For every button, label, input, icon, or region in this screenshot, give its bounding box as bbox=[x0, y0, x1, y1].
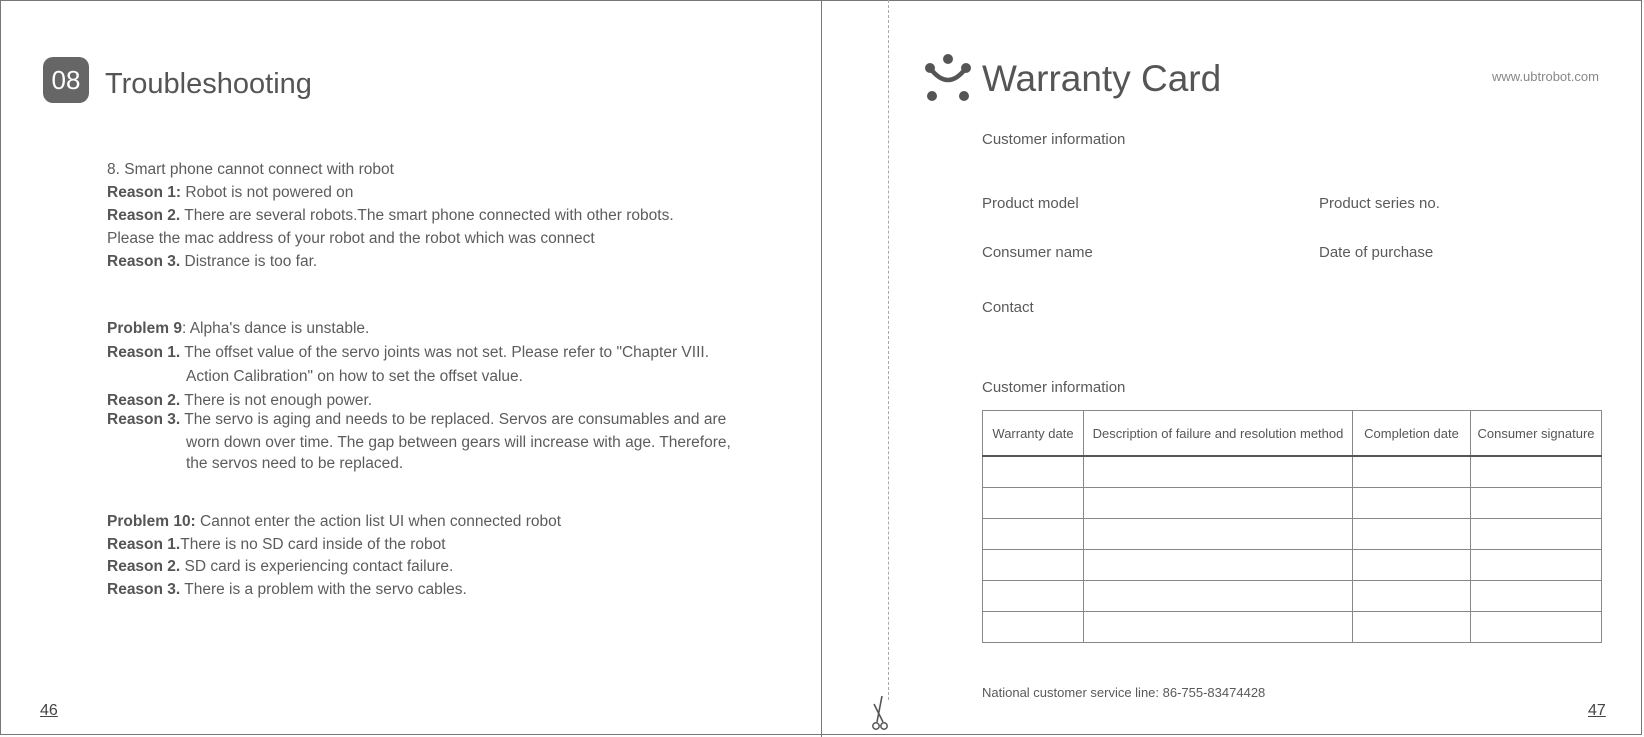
text-line: Reason 3. Distrance is too far. bbox=[107, 253, 318, 270]
table-cell bbox=[983, 550, 1084, 581]
text-line: Problem 10: Cannot enter the action list UI when connected robot bbox=[107, 513, 562, 530]
table-cell bbox=[1084, 488, 1353, 519]
table-cell bbox=[983, 519, 1084, 550]
table-cell bbox=[1353, 550, 1471, 581]
text-line: Reason 2. SD card is experiencing contact failure. bbox=[107, 558, 454, 575]
text-line: Reason 2. There are several robots.The smart phone connected with other robots. bbox=[107, 207, 674, 224]
page-number-right: 47 bbox=[1588, 702, 1606, 719]
table-cell bbox=[1084, 550, 1353, 581]
table-cell bbox=[983, 456, 1084, 488]
customer-info-heading: Customer information bbox=[982, 131, 1126, 148]
table-cell bbox=[983, 612, 1084, 643]
book-spine bbox=[821, 0, 822, 737]
table-cell bbox=[1353, 456, 1471, 488]
website-url: www.ubtrobot.com bbox=[1492, 69, 1599, 84]
text-line: Action Calibration" on how to set the offset value. bbox=[186, 368, 523, 385]
table-row bbox=[983, 581, 1602, 612]
table-cell bbox=[1353, 519, 1471, 550]
table-row bbox=[983, 550, 1602, 581]
table-cell bbox=[1471, 456, 1602, 488]
text-line: Reason 3. There is a problem with the servo cables. bbox=[107, 581, 467, 598]
chapter-title: Troubleshooting bbox=[105, 68, 312, 100]
table-row bbox=[983, 612, 1602, 643]
text-line: Reason 2. There is not enough power. bbox=[107, 392, 373, 409]
table-cell bbox=[1471, 581, 1602, 612]
column-header: Consumer signature bbox=[1471, 411, 1602, 457]
cut-line bbox=[888, 0, 889, 700]
table-cell bbox=[1084, 519, 1353, 550]
product-series-label: Product series no. bbox=[1319, 195, 1440, 212]
table-cell bbox=[1353, 581, 1471, 612]
table-row bbox=[983, 488, 1602, 519]
page-number-left: 46 bbox=[40, 702, 58, 719]
date-of-purchase-label: Date of purchase bbox=[1319, 244, 1434, 261]
table-cell bbox=[983, 488, 1084, 519]
contact-label: Contact bbox=[982, 299, 1034, 316]
table-row bbox=[983, 456, 1602, 488]
consumer-name-label: Consumer name bbox=[982, 244, 1093, 261]
text-line: 8. Smart phone cannot connect with robot bbox=[107, 161, 394, 178]
text-line: the servos need to be replaced. bbox=[186, 455, 404, 472]
text-line: worn down over time. The gap between gears will increase with age. Therefore, bbox=[186, 434, 731, 451]
table-cell bbox=[1353, 612, 1471, 643]
table-cell bbox=[1084, 612, 1353, 643]
table-cell bbox=[1471, 550, 1602, 581]
text-line: Reason 1. The offset value of the servo joints was not set. Please refer to "Chapter VIII. bbox=[107, 344, 709, 361]
text-line: Reason 3. The servo is aging and needs to be replaced. Servos are consumables and are bbox=[107, 411, 727, 428]
warranty-card-title: Warranty Card bbox=[982, 58, 1222, 99]
product-model-label: Product model bbox=[982, 195, 1079, 212]
text-line: Problem 9: Alpha's dance is unstable. bbox=[107, 320, 370, 337]
column-header: Completion date bbox=[1353, 411, 1471, 457]
table-cell bbox=[1471, 612, 1602, 643]
table-cell bbox=[1353, 488, 1471, 519]
text-line: Reason 1: Robot is not powered on bbox=[107, 184, 354, 201]
table-cell bbox=[1471, 488, 1602, 519]
column-header: Warranty date bbox=[983, 411, 1084, 457]
warranty-table bbox=[982, 410, 1602, 643]
table-cell bbox=[983, 581, 1084, 612]
table-cell bbox=[1084, 581, 1353, 612]
table-row bbox=[983, 519, 1602, 550]
chapter-number-badge: 08 bbox=[43, 57, 89, 103]
table-header-row bbox=[983, 411, 1602, 457]
brand-logo-icon bbox=[924, 52, 972, 104]
customer-info-heading-2: Customer information bbox=[982, 379, 1126, 396]
text-line: Please the mac address of your robot and the robot which was connect bbox=[107, 230, 595, 247]
text-line: Reason 1.There is no SD card inside of the robot bbox=[107, 536, 446, 553]
column-header: Description of failure and resolution method bbox=[1084, 411, 1353, 457]
scissors-icon bbox=[868, 696, 892, 732]
table-cell bbox=[1084, 456, 1353, 488]
service-line: National customer service line: 86-755-83474428 bbox=[982, 685, 1266, 700]
table-cell bbox=[1471, 519, 1602, 550]
